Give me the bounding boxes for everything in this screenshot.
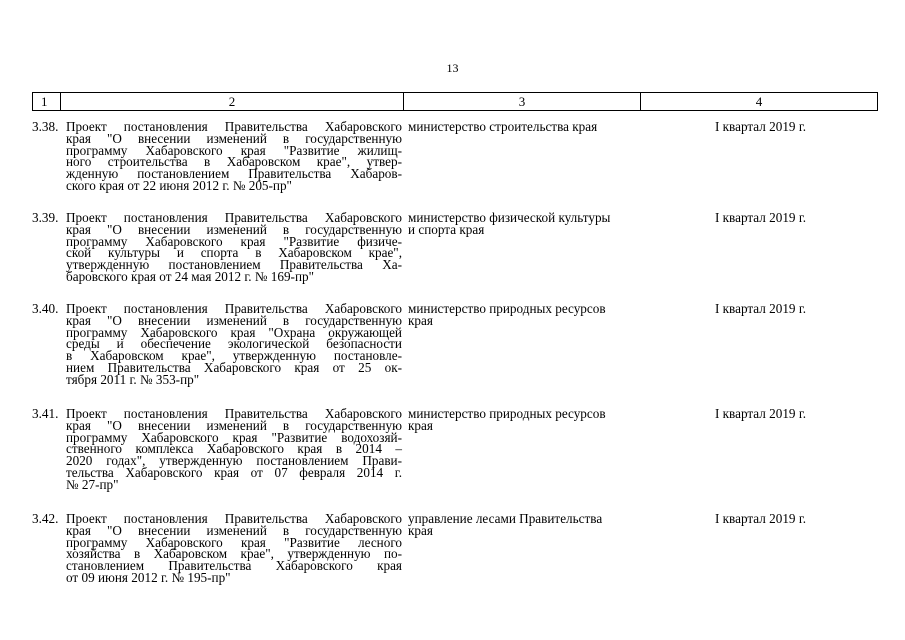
row-responsible: [408, 513, 644, 537]
row-deadline: I квартал 2019 г.: [714, 301, 807, 316]
row-description: [66, 212, 402, 283]
row-description: [66, 513, 402, 584]
row-responsible: [408, 408, 644, 432]
description-line: Проект постановления Правительства Хабаровского: [66, 511, 402, 526]
responsible-line: министерство физической культуры: [408, 210, 611, 225]
description-line: края "О внесении изменений в государственную: [66, 522, 402, 538]
responsible-line: и спорта края: [408, 221, 485, 237]
table-header: [32, 92, 878, 111]
row-deadline: I квартал 2019 г.: [714, 210, 807, 225]
description-line: Проект постановления Правительства Хабаровского: [66, 301, 402, 316]
responsible-line: края: [408, 417, 433, 433]
description-line: нием Правительства Хабаровского края от 25 ок-: [66, 359, 402, 375]
description-line: № 27-пр": [66, 476, 119, 492]
row-number: 3.38.: [32, 119, 59, 134]
description-line: становлением Правительства Хабаровского края: [66, 558, 402, 574]
row-deadline: I квартал 2019 г.: [714, 119, 807, 134]
description-line: хозяйства в Хабаровском крае", утвержденную по-: [66, 546, 402, 562]
row-number: 3.39.: [32, 210, 59, 225]
description-line: ственного комплекса Хабаровского края в 2014 –: [66, 441, 402, 457]
description-line: утвержденную постановлением Правительства Ха-: [66, 257, 402, 273]
header-col-3: 3: [404, 93, 641, 111]
responsible-line: министерство строительства края: [408, 119, 598, 134]
description-line: ской культуры и спорта в Хабаровском крае",: [66, 245, 402, 261]
responsible-line: министерство природных ресурсов: [408, 301, 606, 316]
description-line: 2020 годах", утвержденную постановлением Прави-: [66, 453, 402, 469]
row-description: [66, 121, 402, 192]
description-line: края "О внесении изменений в государственную: [66, 417, 402, 433]
responsible-line: края: [408, 312, 433, 328]
row-number: 3.41.: [32, 406, 59, 421]
row-responsible: [408, 303, 644, 327]
description-line: программу Хабаровского края "Развитие водохозяй-: [66, 429, 402, 445]
row-responsible: [408, 212, 644, 236]
row-deadline: I квартал 2019 г.: [714, 511, 807, 526]
description-line: ного строительства в Хабаровском крае", утвер-: [66, 154, 402, 170]
header-col-2: 2: [61, 93, 404, 111]
responsible-line: края: [408, 522, 433, 538]
row-description: [66, 303, 402, 386]
description-line: программу Хабаровского края "Развитие жилищ-: [66, 142, 402, 158]
header-row: [33, 93, 878, 111]
header-col-1: 1: [33, 93, 61, 111]
description-line: программу Хабаровского края "Охрана окружающей: [66, 324, 402, 340]
description-line: края "О внесении изменений в государственную: [66, 130, 402, 146]
description-line: баровского края от 24 мая 2012 г. № 169-пр": [66, 268, 314, 284]
description-line: Проект постановления Правительства Хабаровского: [66, 210, 402, 225]
row-description: [66, 408, 402, 491]
description-line: среды и обеспечение экологической безопасности: [66, 336, 402, 352]
description-line: программу Хабаровского края "Развитие физиче-: [66, 233, 402, 249]
row-deadline: I квартал 2019 г.: [714, 406, 807, 421]
description-line: ского края от 22 июня 2012 г. № 205-пр": [66, 177, 292, 193]
header-col-4: 4: [641, 93, 878, 111]
description-line: края "О внесении изменений в государственную: [66, 312, 402, 328]
row-number: 3.40.: [32, 301, 59, 316]
description-line: от 09 июня 2012 г. № 195-пр": [66, 569, 231, 585]
description-line: в Хабаровском крае", утвержденную постановле-: [66, 348, 402, 364]
row-number: 3.42.: [32, 511, 59, 526]
description-line: жденную постановлением Правительства Хабаров-: [66, 166, 402, 182]
page-number: 13: [446, 61, 459, 75]
description-line: тября 2011 г. № 353-пр": [66, 371, 200, 387]
row-responsible: [408, 121, 644, 133]
description-line: тельства Хабаровского края от 07 февраля 2014 г.: [66, 464, 402, 480]
responsible-line: министерство природных ресурсов: [408, 406, 606, 421]
description-line: программу Хабаровского края "Развитие лесного: [66, 534, 402, 550]
description-line: края "О внесении изменений в государственную: [66, 221, 402, 237]
description-line: Проект постановления Правительства Хабаровского: [66, 406, 402, 421]
responsible-line: управление лесами Правительства: [408, 511, 603, 526]
description-line: Проект постановления Правительства Хабаровского: [66, 119, 402, 134]
